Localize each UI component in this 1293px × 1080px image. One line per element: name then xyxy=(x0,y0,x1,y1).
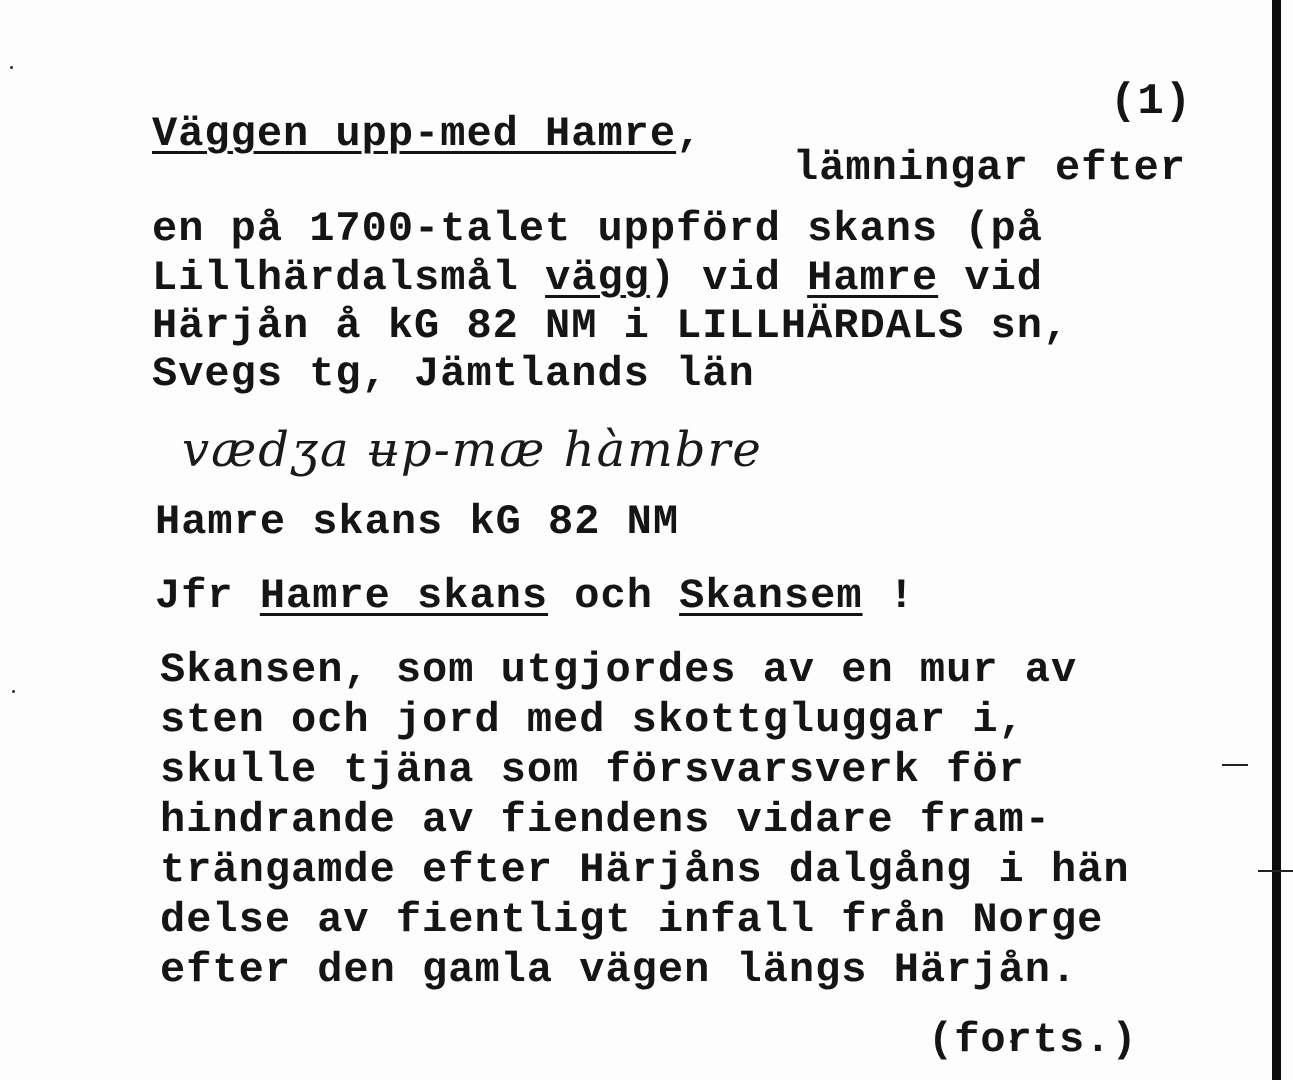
cross-reference xyxy=(155,572,915,620)
line-2: en på 1700-talet uppförd skans (på xyxy=(152,205,1043,253)
ref-prefix: Jfr xyxy=(155,572,260,620)
line-4: Härjån å kG 82 NM i LILLHÄRDALS sn, xyxy=(152,302,1070,350)
heading-punct: , xyxy=(676,110,703,158)
margin-tick xyxy=(1258,870,1293,872)
dialect-word: vägg xyxy=(545,254,650,302)
line-5: Svegs tg, Jämtlands län xyxy=(152,350,755,398)
line-6: Hamre skans kG 82 NM xyxy=(155,498,680,546)
body-line: sten och jord med skottgluggar i, xyxy=(160,696,1025,744)
speck xyxy=(10,66,13,69)
card-heading-line xyxy=(152,110,702,158)
margin-tick xyxy=(1222,764,1248,766)
phonetic-transcription: vædʒa ʉp-mæ hàmbre xyxy=(182,422,763,478)
body-line: efter den gamla vägen längs Härjån. xyxy=(160,946,1078,994)
place-name: Hamre xyxy=(807,254,939,302)
ref-link-skansem: Skansem xyxy=(679,572,863,620)
body-line: skulle tjäna som försvarsverk för xyxy=(160,746,1025,794)
line-3 xyxy=(152,254,1043,302)
ref-link-hamre-skans: Hamre skans xyxy=(259,572,549,620)
card-edge-line xyxy=(1272,0,1281,1080)
ref-mid: och xyxy=(548,572,680,620)
body-line: trängamde efter Härjåns dalgång i hän xyxy=(160,846,1130,894)
body-line: hindrande av fiendens vidare fram- xyxy=(160,796,1051,844)
card-heading: Väggen upp-med Hamre xyxy=(152,110,677,158)
body-line: delse av fientligt infall från Norge xyxy=(160,896,1104,944)
speck xyxy=(12,690,15,693)
line-3-mid: ) vid xyxy=(649,254,808,302)
line-3-pre: Lillhärdalsmål xyxy=(152,254,546,302)
continued-note: (forts.) xyxy=(928,1016,1138,1064)
line-3-post: vid xyxy=(938,254,1043,302)
body-line: Skansen, som utgjordes av en mur av xyxy=(160,646,1078,694)
page-number: (1) xyxy=(1110,77,1193,127)
ref-suffix: ! xyxy=(862,572,915,620)
line-1-rest: lämningar efter xyxy=(793,144,1187,192)
